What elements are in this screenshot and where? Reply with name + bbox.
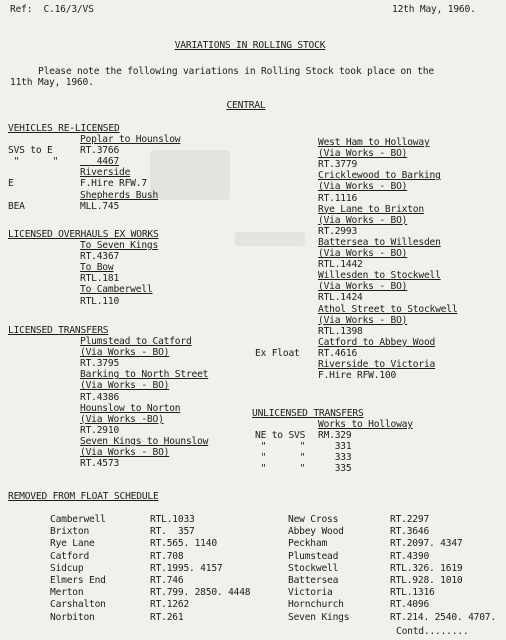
unlicensed-entry: 333 xyxy=(318,452,352,464)
transfer-entry: Athol Street to Stockwell xyxy=(318,303,458,315)
transfer-entry: Catford to Abbey Wood xyxy=(318,336,436,348)
relicensed-entry: Riverside xyxy=(80,167,131,179)
transfer-entry: (Via Works - BO) xyxy=(318,214,408,226)
transfer-entry: Willesden to Stockwell xyxy=(318,270,441,282)
stock-number: RTL.326. 1619 xyxy=(390,562,463,574)
continued-note: Contd........ xyxy=(396,626,469,637)
removed-heading: REMOVED FROM FLOAT SCHEDULE xyxy=(8,491,159,502)
transfer-entry: (Via Works - BO) xyxy=(80,347,170,359)
unlicensed-change: NE to SVS xyxy=(255,430,306,442)
overhaul-entry: RTL.110 xyxy=(80,295,120,307)
unlicensed-entry: 331 xyxy=(318,441,352,453)
garage-name: Brixton xyxy=(50,526,90,538)
transfer-entry: RT.4386 xyxy=(80,391,120,403)
garage-name: Abbey Wood xyxy=(288,526,344,538)
transfer-entry: (Via Works - BO) xyxy=(80,380,170,392)
stock-number: RT.746 xyxy=(150,575,184,586)
transfer-entry: RT.3779 xyxy=(318,159,358,171)
relicensed-entry: F.Hire RFW.7 xyxy=(80,178,147,190)
garage-name: Plumstead xyxy=(288,550,339,562)
unlicensed-entry: Works to Holloway xyxy=(318,419,413,430)
intro-line-1: Please note the following variations in Rolling Stock took place on the xyxy=(38,66,434,77)
transfer-entry: Cricklewood to Barking xyxy=(318,170,441,182)
unlicensed-entry: 335 xyxy=(318,463,352,475)
transfer-entry: RTL.1442 xyxy=(318,259,363,271)
garage-name: Merton xyxy=(50,587,84,599)
intro-line-2: 11th May, 1960. xyxy=(10,77,94,88)
unlicensed-entry: RM.329 xyxy=(318,430,352,442)
transfer-entry: F.Hire RFW.100 xyxy=(318,370,397,382)
transfer-entry: (Via Works - BO) xyxy=(318,281,408,293)
ex-float-label: Ex Float xyxy=(255,347,300,359)
stock-number: RT.4390 xyxy=(390,550,430,562)
transfer-entry: (Via Works - BO) xyxy=(318,314,408,326)
transfer-entry: Hounslow to Norton xyxy=(80,402,181,414)
stock-number: RT.799. 2850. 4448 xyxy=(150,587,251,599)
transfer-entry: RTL.1424 xyxy=(318,292,363,304)
transfer-entry: Rye Lane to Brixton xyxy=(318,203,424,215)
transfer-entry: RT.4573 xyxy=(80,458,120,470)
transfers-heading: LICENSED TRANSFERS xyxy=(8,325,109,336)
stock-number: RT. 357 xyxy=(150,526,195,538)
transfer-entry: RTL.1398 xyxy=(318,325,363,337)
garage-name: Elmers End xyxy=(50,575,106,586)
transfer-entry: Barking to North Street xyxy=(80,369,209,381)
overhaul-entry: To Camberwell xyxy=(80,284,153,296)
stock-number: RT.261 xyxy=(150,611,184,623)
garage-name: Stockwell xyxy=(288,562,339,574)
garage-name: Rye Lane xyxy=(50,538,95,550)
relicensed-entry: RT.3766 xyxy=(80,145,120,157)
garage-name: Camberwell xyxy=(50,514,106,525)
transfer-entry: (Via Works - BO) xyxy=(318,148,408,160)
overhaul-entry: To Seven Kings xyxy=(80,240,159,251)
transfer-entry: (Via Works - BO) xyxy=(318,181,408,193)
transfer-entry: (Via Works -BO) xyxy=(80,413,164,425)
stock-number: RT.565. 1140 xyxy=(150,538,217,550)
unlicensed-change: " " xyxy=(255,452,306,464)
stock-number: RT.3646 xyxy=(390,526,430,538)
garage-name: Victoria xyxy=(288,587,333,599)
stock-number: RTL.928. 1010 xyxy=(390,575,463,586)
relicensed-change: E xyxy=(8,178,14,190)
bleed-through-smudge xyxy=(235,232,305,246)
overhaul-entry: RT.4367 xyxy=(80,251,120,263)
relicensed-entry: Poplar to Hounslow xyxy=(80,134,181,145)
bleed-through-smudge xyxy=(150,150,230,200)
garage-name: Battersea xyxy=(288,575,339,586)
relicensed-entry: Shepherds Bush xyxy=(80,189,159,201)
transfer-entry: Battersea to Willesden xyxy=(318,236,441,248)
stock-number: RT.2297 xyxy=(390,514,430,525)
stock-number: RT.2097. 4347 xyxy=(390,538,463,550)
transfer-entry: RT.3795 xyxy=(80,358,120,370)
relicensed-change: BEA xyxy=(8,200,25,212)
garage-name: Hornchurch xyxy=(288,599,344,611)
garage-name: Peckham xyxy=(288,538,328,550)
transfer-entry: Riverside to Victoria xyxy=(318,359,436,370)
transfer-entry: RT.2910 xyxy=(80,424,120,436)
stock-number: RT.1995. 4157 xyxy=(150,562,223,574)
relicensed-entry: MLL.745 xyxy=(80,200,120,212)
document-title: VARIATIONS IN ROLLING STOCK xyxy=(174,40,326,51)
section-heading: CENTRAL xyxy=(226,100,266,111)
stock-number: RT.214. 2540. 4707. xyxy=(390,611,496,623)
relicensed-heading: VEHICLES RE-LICENSED xyxy=(8,123,120,134)
stock-number: RT.4096 xyxy=(390,599,430,611)
garage-name: Norbiton xyxy=(50,611,95,623)
transfer-entry: (Via Works - BO) xyxy=(80,447,170,458)
relicensed-change: SVS to E xyxy=(8,145,53,157)
stock-number: RTL.1033 xyxy=(150,514,195,525)
relicensed-change: " " xyxy=(8,156,59,168)
unlicensed-heading: UNLICENSED TRANSFERS xyxy=(252,408,364,419)
unlicensed-change: " " xyxy=(255,463,306,475)
transfer-entry: RT.1116 xyxy=(318,192,358,204)
transfer-entry: Plumstead to Catford xyxy=(80,336,192,347)
garage-name: New Cross xyxy=(288,514,339,525)
overhaul-entry: RTL.181 xyxy=(80,273,120,285)
relicensed-entry: 4467 xyxy=(80,156,120,168)
garage-name: Carshalton xyxy=(50,599,106,611)
transfer-entry: Seven Kings to Hounslow xyxy=(80,435,209,447)
transfer-entry: RT.2993 xyxy=(318,225,358,237)
stock-number: RTL.1316 xyxy=(390,587,435,599)
transfer-entry: RT.4616 xyxy=(318,347,358,359)
garage-name: Seven Kings xyxy=(288,611,350,623)
garage-name: Sidcup xyxy=(50,562,84,574)
unlicensed-change: " " xyxy=(255,441,306,453)
stock-number: RT.708 xyxy=(150,550,184,562)
document-date: 12th May, 1960. xyxy=(392,4,476,15)
transfer-entry: (Via Works - BO) xyxy=(318,248,408,259)
garage-name: Catford xyxy=(50,550,90,562)
overhaul-entry: To Bow xyxy=(80,262,114,274)
stock-number: RT.1262 xyxy=(150,599,190,611)
reference-number: Ref: C.16/3/VS xyxy=(10,4,94,15)
transfer-entry: West Ham to Holloway xyxy=(318,137,430,148)
overhauls-heading: LICENSED OVERHAULS EX WORKS xyxy=(8,229,159,240)
